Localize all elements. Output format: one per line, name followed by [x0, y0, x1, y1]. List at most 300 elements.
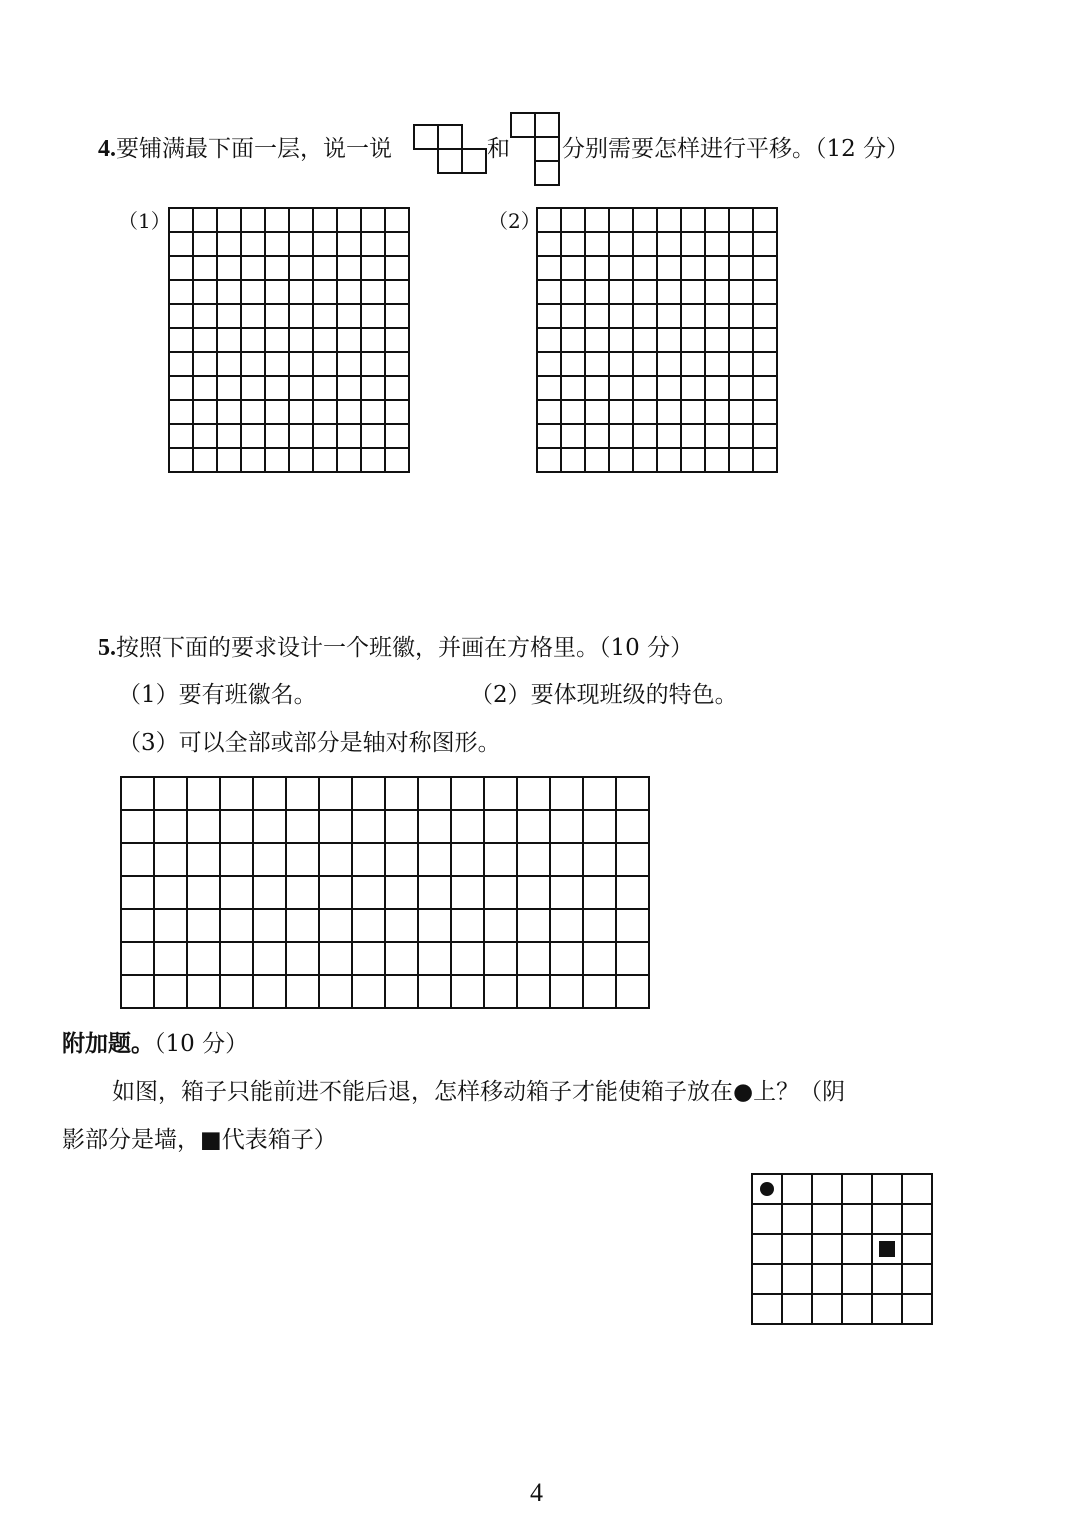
grid-cell[interactable]: [681, 448, 705, 472]
grid-cell[interactable]: [752, 1204, 782, 1234]
grid-cell[interactable]: [561, 424, 585, 448]
grid-cell[interactable]: [361, 400, 385, 424]
grid-cell[interactable]: [484, 942, 517, 975]
grid-cell[interactable]: [289, 424, 313, 448]
grid-cell[interactable]: [484, 975, 517, 1008]
grid-cell[interactable]: [657, 376, 681, 400]
grid-cell[interactable]: [241, 448, 265, 472]
grid-cell[interactable]: [753, 328, 777, 352]
grid-cell[interactable]: [241, 256, 265, 280]
grid-cell[interactable]: [253, 843, 286, 876]
grid-cell[interactable]: [220, 876, 253, 909]
grid-cell[interactable]: [753, 424, 777, 448]
grid-cell[interactable]: [657, 352, 681, 376]
grid-cell[interactable]: [583, 909, 616, 942]
grid-cell[interactable]: [609, 424, 633, 448]
grid-cell[interactable]: [681, 232, 705, 256]
grid-cell[interactable]: [286, 975, 319, 1008]
grid-cell[interactable]: [550, 876, 583, 909]
grid-cell[interactable]: [729, 448, 753, 472]
grid-cell[interactable]: [169, 280, 193, 304]
grid-cell[interactable]: [484, 909, 517, 942]
grid-cell[interactable]: [451, 975, 484, 1008]
grid-cell[interactable]: [753, 376, 777, 400]
grid-cell[interactable]: [537, 256, 561, 280]
grid-cell[interactable]: [729, 280, 753, 304]
grid-cell[interactable]: [753, 448, 777, 472]
grid-cell[interactable]: [753, 352, 777, 376]
grid-cell[interactable]: [583, 876, 616, 909]
grid-cell[interactable]: [633, 352, 657, 376]
grid-cell[interactable]: [537, 208, 561, 232]
grid-cell[interactable]: [385, 400, 409, 424]
grid-cell[interactable]: [265, 424, 289, 448]
grid-cell[interactable]: [753, 256, 777, 280]
grid-cell[interactable]: [537, 448, 561, 472]
grid-cell[interactable]: [361, 256, 385, 280]
grid-cell[interactable]: [313, 448, 337, 472]
grid-cell[interactable]: [616, 975, 649, 1008]
grid-cell[interactable]: [241, 400, 265, 424]
grid-cell[interactable]: [517, 942, 550, 975]
grid-cell[interactable]: [169, 304, 193, 328]
grid-cell[interactable]: [705, 256, 729, 280]
grid-cell[interactable]: [585, 352, 609, 376]
grid-cell[interactable]: [872, 1234, 902, 1264]
grid-cell[interactable]: [289, 304, 313, 328]
grid-cell[interactable]: [289, 256, 313, 280]
grid-cell[interactable]: [902, 1234, 932, 1264]
grid-cell[interactable]: [729, 376, 753, 400]
grid-cell[interactable]: [154, 909, 187, 942]
grid-cell[interactable]: [313, 256, 337, 280]
grid-cell[interactable]: [154, 975, 187, 1008]
grid-cell[interactable]: [705, 280, 729, 304]
grid-cell[interactable]: [585, 304, 609, 328]
grid-cell[interactable]: [729, 304, 753, 328]
grid-cell[interactable]: [289, 400, 313, 424]
grid-cell[interactable]: [872, 1204, 902, 1234]
grid-cell[interactable]: [313, 208, 337, 232]
grid-cell[interactable]: [289, 376, 313, 400]
grid-cell[interactable]: [286, 876, 319, 909]
grid-cell[interactable]: [187, 876, 220, 909]
grid-cell[interactable]: [169, 328, 193, 352]
grid-cell[interactable]: [385, 208, 409, 232]
grid-cell[interactable]: [313, 352, 337, 376]
grid-cell[interactable]: [313, 400, 337, 424]
grid-cell[interactable]: [220, 942, 253, 975]
grid-cell[interactable]: [550, 843, 583, 876]
grid-cell[interactable]: [782, 1294, 812, 1324]
grid-cell[interactable]: [265, 280, 289, 304]
grid-cell[interactable]: [313, 328, 337, 352]
grid-cell[interactable]: [241, 232, 265, 256]
grid-cell[interactable]: [782, 1264, 812, 1294]
grid-cell[interactable]: [193, 304, 217, 328]
grid-cell[interactable]: [842, 1294, 872, 1324]
grid-cell[interactable]: [561, 448, 585, 472]
grid-cell[interactable]: [193, 376, 217, 400]
grid-cell[interactable]: [217, 352, 241, 376]
grid-cell[interactable]: [241, 352, 265, 376]
grid-cell[interactable]: [633, 376, 657, 400]
grid-cell[interactable]: [121, 777, 154, 810]
grid-cell[interactable]: [187, 843, 220, 876]
grid-cell[interactable]: [193, 280, 217, 304]
grid-cell[interactable]: [289, 208, 313, 232]
q5-grid[interactable]: [120, 776, 650, 1009]
grid-cell[interactable]: [657, 448, 681, 472]
grid-cell[interactable]: [337, 424, 361, 448]
grid-cell[interactable]: [484, 777, 517, 810]
grid-cell[interactable]: [337, 304, 361, 328]
grid-cell[interactable]: [561, 304, 585, 328]
grid-cell[interactable]: [705, 448, 729, 472]
grid-cell[interactable]: [585, 208, 609, 232]
grid-cell[interactable]: [337, 352, 361, 376]
grid-cell[interactable]: [385, 843, 418, 876]
grid-cell[interactable]: [561, 232, 585, 256]
grid-cell[interactable]: [812, 1174, 842, 1204]
grid-cell[interactable]: [319, 810, 352, 843]
grid-cell[interactable]: [681, 256, 705, 280]
grid-cell[interactable]: [609, 232, 633, 256]
grid-cell[interactable]: [385, 777, 418, 810]
grid-cell[interactable]: [418, 876, 451, 909]
grid-cell[interactable]: [253, 942, 286, 975]
grid-cell[interactable]: [633, 328, 657, 352]
grid-cell[interactable]: [169, 448, 193, 472]
grid-cell[interactable]: [385, 424, 409, 448]
grid-cell[interactable]: [352, 876, 385, 909]
grid-cell[interactable]: [265, 448, 289, 472]
grid-cell[interactable]: [585, 448, 609, 472]
grid-cell[interactable]: [418, 777, 451, 810]
grid-cell[interactable]: [352, 777, 385, 810]
grid-cell[interactable]: [657, 424, 681, 448]
grid-cell[interactable]: [705, 424, 729, 448]
grid-cell[interactable]: [241, 424, 265, 448]
grid-cell[interactable]: [265, 352, 289, 376]
grid-cell[interactable]: [902, 1174, 932, 1204]
grid-cell[interactable]: [385, 810, 418, 843]
grid-cell[interactable]: [265, 232, 289, 256]
grid-cell[interactable]: [616, 909, 649, 942]
grid-cell[interactable]: [681, 424, 705, 448]
grid-cell[interactable]: [842, 1234, 872, 1264]
grid-cell[interactable]: [609, 280, 633, 304]
grid-cell[interactable]: [609, 256, 633, 280]
grid-cell[interactable]: [361, 304, 385, 328]
grid-cell[interactable]: [337, 208, 361, 232]
grid-cell[interactable]: [752, 1234, 782, 1264]
grid-cell[interactable]: [681, 352, 705, 376]
grid-cell[interactable]: [217, 400, 241, 424]
grid-cell[interactable]: [418, 942, 451, 975]
grid-cell[interactable]: [616, 777, 649, 810]
grid-cell[interactable]: [633, 400, 657, 424]
grid-cell[interactable]: [561, 256, 585, 280]
grid-cell[interactable]: [729, 352, 753, 376]
grid-cell[interactable]: [361, 208, 385, 232]
grid-cell[interactable]: [289, 352, 313, 376]
grid-cell[interactable]: [609, 304, 633, 328]
bonus-grid[interactable]: [751, 1173, 933, 1325]
grid-cell[interactable]: [705, 232, 729, 256]
grid-cell[interactable]: [217, 280, 241, 304]
grid-cell[interactable]: [537, 376, 561, 400]
grid-cell[interactable]: [782, 1174, 812, 1204]
grid-cell[interactable]: [705, 328, 729, 352]
grid-cell[interactable]: [193, 424, 217, 448]
grid-cell[interactable]: [361, 232, 385, 256]
grid-cell[interactable]: [537, 424, 561, 448]
grid-cell[interactable]: [550, 975, 583, 1008]
grid-cell[interactable]: [633, 424, 657, 448]
grid-cell[interactable]: [217, 376, 241, 400]
grid-cell[interactable]: [561, 400, 585, 424]
grid-cell[interactable]: [319, 843, 352, 876]
grid-cell[interactable]: [517, 876, 550, 909]
grid-cell[interactable]: [289, 328, 313, 352]
grid-cell[interactable]: [585, 424, 609, 448]
grid-cell[interactable]: [154, 876, 187, 909]
grid-cell[interactable]: [585, 256, 609, 280]
grid-cell[interactable]: [561, 280, 585, 304]
grid-cell[interactable]: [253, 909, 286, 942]
grid-cell[interactable]: [633, 232, 657, 256]
grid-cell[interactable]: [253, 810, 286, 843]
grid-cell[interactable]: [217, 448, 241, 472]
grid-cell[interactable]: [217, 424, 241, 448]
grid-cell[interactable]: [169, 400, 193, 424]
grid-cell[interactable]: [385, 975, 418, 1008]
grid-cell[interactable]: [289, 448, 313, 472]
grid-cell[interactable]: [193, 208, 217, 232]
grid-cell[interactable]: [313, 232, 337, 256]
grid-cell[interactable]: [609, 352, 633, 376]
grid-cell[interactable]: [657, 232, 681, 256]
grid-cell[interactable]: [385, 232, 409, 256]
grid-cell[interactable]: [352, 810, 385, 843]
grid-cell[interactable]: [681, 208, 705, 232]
grid-cell[interactable]: [782, 1204, 812, 1234]
grid-cell[interactable]: [705, 352, 729, 376]
grid-cell[interactable]: [752, 1174, 782, 1204]
grid-cell[interactable]: [313, 376, 337, 400]
grid-cell[interactable]: [286, 777, 319, 810]
grid-cell[interactable]: [616, 810, 649, 843]
grid-cell[interactable]: [812, 1204, 842, 1234]
grid-cell[interactable]: [517, 810, 550, 843]
grid-cell[interactable]: [337, 400, 361, 424]
grid-cell[interactable]: [657, 328, 681, 352]
grid-cell[interactable]: [517, 843, 550, 876]
grid-cell[interactable]: [289, 280, 313, 304]
grid-cell[interactable]: [729, 232, 753, 256]
grid-cell[interactable]: [585, 328, 609, 352]
grid-cell[interactable]: [550, 810, 583, 843]
grid-cell[interactable]: [537, 352, 561, 376]
grid-cell[interactable]: [705, 304, 729, 328]
grid-cell[interactable]: [361, 376, 385, 400]
grid-cell[interactable]: [418, 975, 451, 1008]
grid-cell[interactable]: [121, 876, 154, 909]
grid-cell[interactable]: [451, 876, 484, 909]
grid-cell[interactable]: [583, 975, 616, 1008]
grid-cell[interactable]: [319, 876, 352, 909]
grid-cell[interactable]: [451, 777, 484, 810]
grid-cell[interactable]: [609, 328, 633, 352]
grid-cell[interactable]: [729, 400, 753, 424]
grid-cell[interactable]: [220, 843, 253, 876]
grid-cell[interactable]: [657, 304, 681, 328]
grid-cell[interactable]: [289, 232, 313, 256]
grid-cell[interactable]: [517, 975, 550, 1008]
grid-cell[interactable]: [217, 232, 241, 256]
grid-cell[interactable]: [169, 256, 193, 280]
grid-cell[interactable]: [385, 909, 418, 942]
grid-cell[interactable]: [286, 843, 319, 876]
grid-cell[interactable]: [842, 1204, 872, 1234]
grid-cell[interactable]: [265, 400, 289, 424]
grid-cell[interactable]: [681, 328, 705, 352]
grid-cell[interactable]: [550, 909, 583, 942]
grid-cell[interactable]: [154, 942, 187, 975]
grid-cell[interactable]: [902, 1294, 932, 1324]
grid-cell[interactable]: [319, 909, 352, 942]
grid-cell[interactable]: [583, 810, 616, 843]
grid-cell[interactable]: [451, 810, 484, 843]
grid-cell[interactable]: [385, 256, 409, 280]
grid-cell[interactable]: [337, 328, 361, 352]
grid-cell[interactable]: [193, 328, 217, 352]
grid-cell[interactable]: [154, 843, 187, 876]
grid-cell[interactable]: [729, 328, 753, 352]
grid-cell[interactable]: [241, 208, 265, 232]
grid-cell[interactable]: [337, 376, 361, 400]
grid-cell[interactable]: [385, 942, 418, 975]
grid-cell[interactable]: [361, 352, 385, 376]
grid-cell[interactable]: [583, 843, 616, 876]
grid-cell[interactable]: [265, 208, 289, 232]
grid-cell[interactable]: [609, 376, 633, 400]
grid-cell[interactable]: [193, 448, 217, 472]
grid-cell[interactable]: [872, 1264, 902, 1294]
grid-cell[interactable]: [187, 810, 220, 843]
grid-cell[interactable]: [265, 304, 289, 328]
grid-cell[interactable]: [753, 304, 777, 328]
grid-cell[interactable]: [583, 942, 616, 975]
grid-cell[interactable]: [729, 256, 753, 280]
grid-cell[interactable]: [484, 810, 517, 843]
grid-cell[interactable]: [187, 942, 220, 975]
grid-cell[interactable]: [217, 208, 241, 232]
grid-cell[interactable]: [872, 1174, 902, 1204]
grid-cell[interactable]: [220, 810, 253, 843]
grid-cell[interactable]: [752, 1264, 782, 1294]
grid-cell[interactable]: [352, 942, 385, 975]
grid-cell[interactable]: [187, 975, 220, 1008]
grid-cell[interactable]: [361, 424, 385, 448]
grid-cell[interactable]: [681, 376, 705, 400]
grid-cell[interactable]: [385, 352, 409, 376]
grid-cell[interactable]: [241, 280, 265, 304]
grid-cell[interactable]: [812, 1264, 842, 1294]
grid-cell[interactable]: [187, 777, 220, 810]
grid-cell[interactable]: [633, 304, 657, 328]
grid-cell[interactable]: [753, 280, 777, 304]
grid-cell[interactable]: [753, 208, 777, 232]
grid-cell[interactable]: [337, 256, 361, 280]
grid-cell[interactable]: [361, 328, 385, 352]
grid-cell[interactable]: [872, 1294, 902, 1324]
grid-cell[interactable]: [286, 909, 319, 942]
grid-cell[interactable]: [609, 448, 633, 472]
grid-cell[interactable]: [385, 376, 409, 400]
grid-cell[interactable]: [253, 876, 286, 909]
grid-cell[interactable]: [812, 1234, 842, 1264]
grid-cell[interactable]: [337, 280, 361, 304]
grid-cell[interactable]: [705, 400, 729, 424]
grid-cell[interactable]: [121, 909, 154, 942]
grid-cell[interactable]: [633, 208, 657, 232]
grid-cell[interactable]: [517, 777, 550, 810]
grid-cell[interactable]: [537, 304, 561, 328]
grid-cell[interactable]: [484, 843, 517, 876]
grid-cell[interactable]: [385, 280, 409, 304]
grid-cell[interactable]: [705, 208, 729, 232]
grid-cell[interactable]: [842, 1264, 872, 1294]
grid-cell[interactable]: [220, 777, 253, 810]
grid-cell[interactable]: [361, 448, 385, 472]
grid-cell[interactable]: [753, 400, 777, 424]
grid-cell[interactable]: [418, 810, 451, 843]
grid-cell[interactable]: [169, 352, 193, 376]
grid-cell[interactable]: [418, 843, 451, 876]
grid-cell[interactable]: [451, 843, 484, 876]
grid-cell[interactable]: [121, 843, 154, 876]
grid-cell[interactable]: [517, 909, 550, 942]
grid-cell[interactable]: [451, 909, 484, 942]
grid-cell[interactable]: [657, 280, 681, 304]
grid-cell[interactable]: [241, 376, 265, 400]
grid-cell[interactable]: [657, 256, 681, 280]
grid-cell[interactable]: [253, 975, 286, 1008]
grid-cell[interactable]: [220, 909, 253, 942]
grid-cell[interactable]: [537, 328, 561, 352]
grid-cell[interactable]: [561, 352, 585, 376]
grid-cell[interactable]: [169, 208, 193, 232]
grid-cell[interactable]: [154, 777, 187, 810]
q4-grid-1[interactable]: [168, 207, 410, 473]
grid-cell[interactable]: [217, 328, 241, 352]
grid-cell[interactable]: [752, 1294, 782, 1324]
grid-cell[interactable]: [729, 208, 753, 232]
grid-cell[interactable]: [121, 942, 154, 975]
grid-cell[interactable]: [585, 232, 609, 256]
grid-cell[interactable]: [193, 256, 217, 280]
grid-cell[interactable]: [385, 328, 409, 352]
grid-cell[interactable]: [241, 328, 265, 352]
grid-cell[interactable]: [319, 975, 352, 1008]
grid-cell[interactable]: [193, 352, 217, 376]
grid-cell[interactable]: [337, 232, 361, 256]
grid-cell[interactable]: [902, 1204, 932, 1234]
grid-cell[interactable]: [484, 876, 517, 909]
grid-cell[interactable]: [616, 876, 649, 909]
